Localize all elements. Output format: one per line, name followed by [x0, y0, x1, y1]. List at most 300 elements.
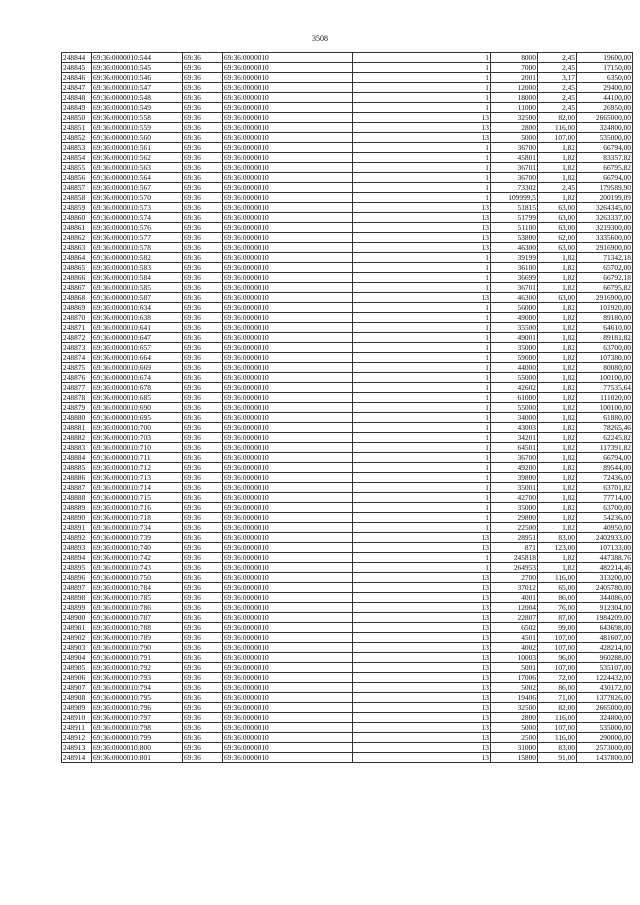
quantity-cell: 49000	[491, 313, 538, 323]
table-row	[62, 463, 633, 473]
table-row	[62, 683, 633, 693]
cadastral-number-cell: 69:36:0000010:742	[92, 553, 183, 563]
cadastral-number-cell: 69:36:0000010:750	[92, 573, 183, 583]
quarter-code-cell: 69:36:0000010	[223, 583, 353, 593]
quarter-code-cell: 69:36:0000010	[223, 673, 353, 683]
cadastral-number-cell: 69:36:0000010:548	[92, 93, 183, 103]
cadastral-number-cell: 69:36:0000010:716	[92, 503, 183, 513]
table-row	[62, 293, 633, 303]
region-code-cell: 69:36	[183, 483, 223, 493]
quantity-cell: 35001	[491, 483, 538, 493]
table-row	[62, 733, 633, 743]
category-cell: 1	[353, 263, 491, 273]
quantity-cell: 245818	[491, 553, 538, 563]
amount-cell: 40950,00	[577, 523, 633, 533]
region-code-cell: 69:36	[183, 543, 223, 553]
quarter-code-cell: 69:36:0000010	[223, 273, 353, 283]
amount-cell: 1437800,00	[577, 753, 633, 763]
category-cell: 13	[353, 113, 491, 123]
price-cell: 1,82	[538, 393, 577, 403]
quantity-cell: 36700	[491, 453, 538, 463]
table-row	[62, 303, 633, 313]
cadastral-number-cell: 69:36:0000010:798	[92, 723, 183, 733]
region-code-cell: 69:36	[183, 263, 223, 273]
table-row	[62, 153, 633, 163]
quarter-code-cell: 69:36:0000010	[223, 693, 353, 703]
row-index-cell: 248846	[62, 73, 92, 83]
quantity-cell: 46300	[491, 293, 538, 303]
category-cell: 13	[353, 133, 491, 143]
category-cell: 1	[353, 73, 491, 83]
quarter-code-cell: 69:36:0000010	[223, 503, 353, 513]
price-cell: 62,00	[538, 233, 577, 243]
quarter-code-cell: 69:36:0000010	[223, 393, 353, 403]
price-cell: 71,00	[538, 693, 577, 703]
quantity-cell: 5000	[491, 723, 538, 733]
quantity-cell: 36701	[491, 283, 538, 293]
quantity-cell: 36701	[491, 163, 538, 173]
table-row	[62, 333, 633, 343]
amount-cell: 447388,76	[577, 553, 633, 563]
category-cell: 13	[353, 573, 491, 583]
category-cell: 1	[353, 363, 491, 373]
row-index-cell: 248906	[62, 673, 92, 683]
price-cell: 1,82	[538, 143, 577, 153]
price-cell: 116,00	[538, 573, 577, 583]
row-index-cell: 248859	[62, 203, 92, 213]
row-index-cell: 248899	[62, 603, 92, 613]
cadastral-number-cell: 69:36:0000010:547	[92, 83, 183, 93]
price-cell: 1,82	[538, 483, 577, 493]
row-index-cell: 248871	[62, 323, 92, 333]
category-cell: 13	[353, 583, 491, 593]
quarter-code-cell: 69:36:0000010	[223, 483, 353, 493]
region-code-cell: 69:36	[183, 143, 223, 153]
region-code-cell: 69:36	[183, 643, 223, 653]
region-code-cell: 69:36	[183, 363, 223, 373]
quantity-cell: 46300	[491, 243, 538, 253]
row-index-cell: 248862	[62, 233, 92, 243]
region-code-cell: 69:36	[183, 443, 223, 453]
category-cell: 1	[353, 313, 491, 323]
quantity-cell: 32500	[491, 113, 538, 123]
amount-cell: 344086,00	[577, 593, 633, 603]
table-row	[62, 353, 633, 363]
quarter-code-cell: 69:36:0000010	[223, 263, 353, 273]
amount-cell: 61880,00	[577, 413, 633, 423]
quarter-code-cell: 69:36:0000010	[223, 433, 353, 443]
cadastral-number-cell: 69:36:0000010:674	[92, 373, 183, 383]
price-cell: 107,00	[538, 643, 577, 653]
region-code-cell: 69:36	[183, 283, 223, 293]
cadastral-number-cell: 69:36:0000010:549	[92, 103, 183, 113]
quantity-cell: 43003	[491, 423, 538, 433]
region-code-cell: 69:36	[183, 53, 223, 63]
quantity-cell: 4001	[491, 593, 538, 603]
row-index-cell: 248887	[62, 483, 92, 493]
quarter-code-cell: 69:36:0000010	[223, 383, 353, 393]
region-code-cell: 69:36	[183, 133, 223, 143]
price-cell: 107,00	[538, 723, 577, 733]
price-cell: 87,00	[538, 613, 577, 623]
quarter-code-cell: 69:36:0000010	[223, 333, 353, 343]
quarter-code-cell: 69:36:0000010	[223, 743, 353, 753]
price-cell: 96,00	[538, 653, 577, 663]
quantity-cell: 36700	[491, 173, 538, 183]
amount-cell: 63701,82	[577, 483, 633, 493]
cadastral-number-cell: 69:36:0000010:784	[92, 583, 183, 593]
quarter-code-cell: 69:36:0000010	[223, 643, 353, 653]
quantity-cell: 51100	[491, 223, 538, 233]
category-cell: 13	[353, 663, 491, 673]
amount-cell: 17150,00	[577, 63, 633, 73]
table-row	[62, 143, 633, 153]
category-cell: 1	[353, 143, 491, 153]
region-code-cell: 69:36	[183, 493, 223, 503]
region-code-cell: 69:36	[183, 723, 223, 733]
cadastral-number-cell: 69:36:0000010:582	[92, 253, 183, 263]
quarter-code-cell: 69:36:0000010	[223, 293, 353, 303]
category-cell: 13	[353, 543, 491, 553]
region-code-cell: 69:36	[183, 233, 223, 243]
cadastral-number-cell: 69:36:0000010:558	[92, 113, 183, 123]
category-cell: 13	[353, 723, 491, 733]
table-row	[62, 673, 633, 683]
table-row	[62, 383, 633, 393]
table-row	[62, 53, 633, 63]
quantity-cell: 4501	[491, 633, 538, 643]
cadastral-number-cell: 69:36:0000010:669	[92, 363, 183, 373]
quarter-code-cell: 69:36:0000010	[223, 73, 353, 83]
region-code-cell: 69:36	[183, 713, 223, 723]
cadastral-number-cell: 69:36:0000010:795	[92, 693, 183, 703]
region-code-cell: 69:36	[183, 423, 223, 433]
quantity-cell: 2001	[491, 73, 538, 83]
region-code-cell: 69:36	[183, 503, 223, 513]
category-cell: 13	[353, 713, 491, 723]
amount-cell: 1377826,00	[577, 693, 633, 703]
quarter-code-cell: 69:36:0000010	[223, 163, 353, 173]
amount-cell: 912304,00	[577, 603, 633, 613]
amount-cell: 643698,00	[577, 623, 633, 633]
quarter-code-cell: 69:36:0000010	[223, 603, 353, 613]
cadastral-number-cell: 69:36:0000010:788	[92, 623, 183, 633]
quantity-cell: 39800	[491, 473, 538, 483]
row-index-cell: 248867	[62, 283, 92, 293]
quantity-cell: 15800	[491, 753, 538, 763]
price-cell: 1,82	[538, 323, 577, 333]
quantity-cell: 12000	[491, 83, 538, 93]
region-code-cell: 69:36	[183, 213, 223, 223]
table-row	[62, 513, 633, 523]
amount-cell: 1224432,00	[577, 673, 633, 683]
quarter-code-cell: 69:36:0000010	[223, 633, 353, 643]
category-cell: 1	[353, 473, 491, 483]
amount-cell: 3264345,00	[577, 203, 633, 213]
price-cell: 86,00	[538, 683, 577, 693]
table-row	[62, 483, 633, 493]
category-cell: 1	[353, 553, 491, 563]
price-cell: 86,00	[538, 593, 577, 603]
region-code-cell: 69:36	[183, 463, 223, 473]
row-index-cell: 248879	[62, 403, 92, 413]
quarter-code-cell: 69:36:0000010	[223, 463, 353, 473]
cadastral-number-cell: 69:36:0000010:787	[92, 613, 183, 623]
cadastral-number-cell: 69:36:0000010:711	[92, 453, 183, 463]
table-row	[62, 73, 633, 83]
quarter-code-cell: 69:36:0000010	[223, 493, 353, 503]
category-cell: 13	[353, 613, 491, 623]
quantity-cell: 2700	[491, 573, 538, 583]
region-code-cell: 69:36	[183, 163, 223, 173]
table-row	[62, 103, 633, 113]
cadastral-number-cell: 69:36:0000010:786	[92, 603, 183, 613]
category-cell: 1	[353, 503, 491, 513]
amount-cell: 111020,00	[577, 393, 633, 403]
quarter-code-cell: 69:36:0000010	[223, 253, 353, 263]
category-cell: 13	[353, 673, 491, 683]
amount-cell: 66794,00	[577, 453, 633, 463]
cadastral-number-cell: 69:36:0000010:796	[92, 703, 183, 713]
table-row	[62, 703, 633, 713]
amount-cell: 64610,00	[577, 323, 633, 333]
cadastral-number-cell: 69:36:0000010:559	[92, 123, 183, 133]
category-cell: 13	[353, 603, 491, 613]
region-code-cell: 69:36	[183, 93, 223, 103]
region-code-cell: 69:36	[183, 673, 223, 683]
table-row	[62, 723, 633, 733]
amount-cell: 107133,00	[577, 543, 633, 553]
category-cell: 1	[353, 453, 491, 463]
price-cell: 1,82	[538, 333, 577, 343]
amount-cell: 66795,82	[577, 163, 633, 173]
price-cell: 1,82	[538, 193, 577, 203]
category-cell: 1	[353, 443, 491, 453]
category-cell: 1	[353, 83, 491, 93]
region-code-cell: 69:36	[183, 303, 223, 313]
price-cell: 1,82	[538, 523, 577, 533]
quantity-cell: 53800	[491, 233, 538, 243]
region-code-cell: 69:36	[183, 753, 223, 763]
region-code-cell: 69:36	[183, 623, 223, 633]
quantity-cell: 35000	[491, 503, 538, 513]
quarter-code-cell: 69:36:0000010	[223, 753, 353, 763]
amount-cell: 290000,00	[577, 733, 633, 743]
cadastral-number-cell: 69:36:0000010:567	[92, 183, 183, 193]
quantity-cell: 44000	[491, 363, 538, 373]
cadastral-number-cell: 69:36:0000010:715	[92, 493, 183, 503]
table-row	[62, 663, 633, 673]
amount-cell: 3263337,00	[577, 213, 633, 223]
category-cell: 1	[353, 273, 491, 283]
quantity-cell: 35500	[491, 323, 538, 333]
category-cell: 13	[353, 233, 491, 243]
table-row	[62, 693, 633, 703]
quarter-code-cell: 69:36:0000010	[223, 143, 353, 153]
category-cell: 1	[353, 403, 491, 413]
cadastral-number-cell: 69:36:0000010:573	[92, 203, 183, 213]
table-row	[62, 313, 633, 323]
price-cell: 1,82	[538, 153, 577, 163]
row-index-cell: 248889	[62, 503, 92, 513]
price-cell: 1,82	[538, 363, 577, 373]
region-code-cell: 69:36	[183, 683, 223, 693]
category-cell: 1	[353, 353, 491, 363]
region-code-cell: 69:36	[183, 693, 223, 703]
amount-cell: 535000,00	[577, 723, 633, 733]
amount-cell: 2405780,00	[577, 583, 633, 593]
amount-cell: 66792,18	[577, 273, 633, 283]
price-cell: 116,00	[538, 713, 577, 723]
amount-cell: 44100,00	[577, 93, 633, 103]
region-code-cell: 69:36	[183, 103, 223, 113]
row-index-cell: 248901	[62, 623, 92, 633]
row-index-cell: 248849	[62, 103, 92, 113]
price-cell: 63,00	[538, 293, 577, 303]
price-cell: 123,00	[538, 543, 577, 553]
quantity-cell: 871	[491, 543, 538, 553]
category-cell: 1	[353, 333, 491, 343]
row-index-cell: 248898	[62, 593, 92, 603]
quarter-code-cell: 69:36:0000010	[223, 123, 353, 133]
quantity-cell: 2800	[491, 713, 538, 723]
region-code-cell: 69:36	[183, 433, 223, 443]
table-row	[62, 213, 633, 223]
quantity-cell: 37012	[491, 583, 538, 593]
quarter-code-cell: 69:36:0000010	[223, 243, 353, 253]
price-cell: 83,00	[538, 533, 577, 543]
quantity-cell: 49001	[491, 333, 538, 343]
table-row	[62, 123, 633, 133]
quarter-code-cell: 69:36:0000010	[223, 613, 353, 623]
row-index-cell: 248890	[62, 513, 92, 523]
category-cell: 13	[353, 633, 491, 643]
row-index-cell: 248878	[62, 393, 92, 403]
price-cell: 1,82	[538, 563, 577, 573]
quarter-code-cell: 69:36:0000010	[223, 283, 353, 293]
quarter-code-cell: 69:36:0000010	[223, 703, 353, 713]
row-index-cell: 248877	[62, 383, 92, 393]
quarter-code-cell: 69:36:0000010	[223, 533, 353, 543]
table-row	[62, 253, 633, 263]
amount-cell: 430172,00	[577, 683, 633, 693]
region-code-cell: 69:36	[183, 83, 223, 93]
quarter-code-cell: 69:36:0000010	[223, 343, 353, 353]
category-cell: 13	[353, 213, 491, 223]
price-cell: 1,82	[538, 383, 577, 393]
amount-cell: 324800,00	[577, 713, 633, 723]
row-index-cell: 248860	[62, 213, 92, 223]
region-code-cell: 69:36	[183, 333, 223, 343]
table-row	[62, 583, 633, 593]
region-code-cell: 69:36	[183, 743, 223, 753]
quarter-code-cell: 69:36:0000010	[223, 173, 353, 183]
row-index-cell: 248897	[62, 583, 92, 593]
category-cell: 13	[353, 643, 491, 653]
amount-cell: 960288,00	[577, 653, 633, 663]
price-cell: 82,00	[538, 113, 577, 123]
row-index-cell: 248870	[62, 313, 92, 323]
ledger-table	[61, 52, 633, 763]
amount-cell: 2665000,00	[577, 703, 633, 713]
category-cell: 1	[353, 63, 491, 73]
cadastral-number-cell: 69:36:0000010:690	[92, 403, 183, 413]
row-index-cell: 248913	[62, 743, 92, 753]
category-cell: 1	[353, 183, 491, 193]
region-code-cell: 69:36	[183, 293, 223, 303]
table-row	[62, 473, 633, 483]
table-row	[62, 573, 633, 583]
cadastral-number-cell: 69:36:0000010:710	[92, 443, 183, 453]
table-row	[62, 203, 633, 213]
row-index-cell: 248894	[62, 553, 92, 563]
row-index-cell: 248912	[62, 733, 92, 743]
amount-cell: 100100,00	[577, 373, 633, 383]
table-row	[62, 453, 633, 463]
ledger-body	[62, 53, 633, 763]
price-cell: 1,82	[538, 553, 577, 563]
row-index-cell: 248882	[62, 433, 92, 443]
price-cell: 2,45	[538, 83, 577, 93]
quarter-code-cell: 69:36:0000010	[223, 523, 353, 533]
quarter-code-cell: 69:36:0000010	[223, 563, 353, 573]
cadastral-number-cell: 69:36:0000010:739	[92, 533, 183, 543]
row-index-cell: 248868	[62, 293, 92, 303]
price-cell: 116,00	[538, 123, 577, 133]
quantity-cell: 12004	[491, 603, 538, 613]
price-cell: 63,00	[538, 213, 577, 223]
quantity-cell: 264953	[491, 563, 538, 573]
table-row	[62, 173, 633, 183]
table-row	[62, 613, 633, 623]
amount-cell: 80080,00	[577, 363, 633, 373]
quarter-code-cell: 69:36:0000010	[223, 233, 353, 243]
amount-cell: 200199,09	[577, 193, 633, 203]
region-code-cell: 69:36	[183, 523, 223, 533]
row-index-cell: 248910	[62, 713, 92, 723]
quantity-cell: 36699	[491, 273, 538, 283]
amount-cell: 2916900,00	[577, 293, 633, 303]
cadastral-number-cell: 69:36:0000010:714	[92, 483, 183, 493]
table-row	[62, 413, 633, 423]
table-row	[62, 493, 633, 503]
quantity-cell: 56000	[491, 303, 538, 313]
category-cell: 13	[353, 703, 491, 713]
category-cell: 1	[353, 423, 491, 433]
cadastral-number-cell: 69:36:0000010:641	[92, 323, 183, 333]
amount-cell: 107380,00	[577, 353, 633, 363]
quarter-code-cell: 69:36:0000010	[223, 193, 353, 203]
cadastral-number-cell: 69:36:0000010:634	[92, 303, 183, 313]
quantity-cell: 35000	[491, 343, 538, 353]
cadastral-number-cell: 69:36:0000010:800	[92, 743, 183, 753]
quantity-cell: 11000	[491, 103, 538, 113]
table-row	[62, 163, 633, 173]
amount-cell: 482214,46	[577, 563, 633, 573]
category-cell: 13	[353, 223, 491, 233]
quantity-cell: 5001	[491, 663, 538, 673]
row-index-cell: 248844	[62, 53, 92, 63]
category-cell: 13	[353, 203, 491, 213]
quantity-cell: 28951	[491, 533, 538, 543]
quarter-code-cell: 69:36:0000010	[223, 83, 353, 93]
cadastral-number-cell: 69:36:0000010:734	[92, 523, 183, 533]
table-row	[62, 433, 633, 443]
quantity-cell: 109999,5	[491, 193, 538, 203]
cadastral-number-cell: 69:36:0000010:561	[92, 143, 183, 153]
price-cell: 82,00	[538, 703, 577, 713]
quantity-cell: 31000	[491, 743, 538, 753]
